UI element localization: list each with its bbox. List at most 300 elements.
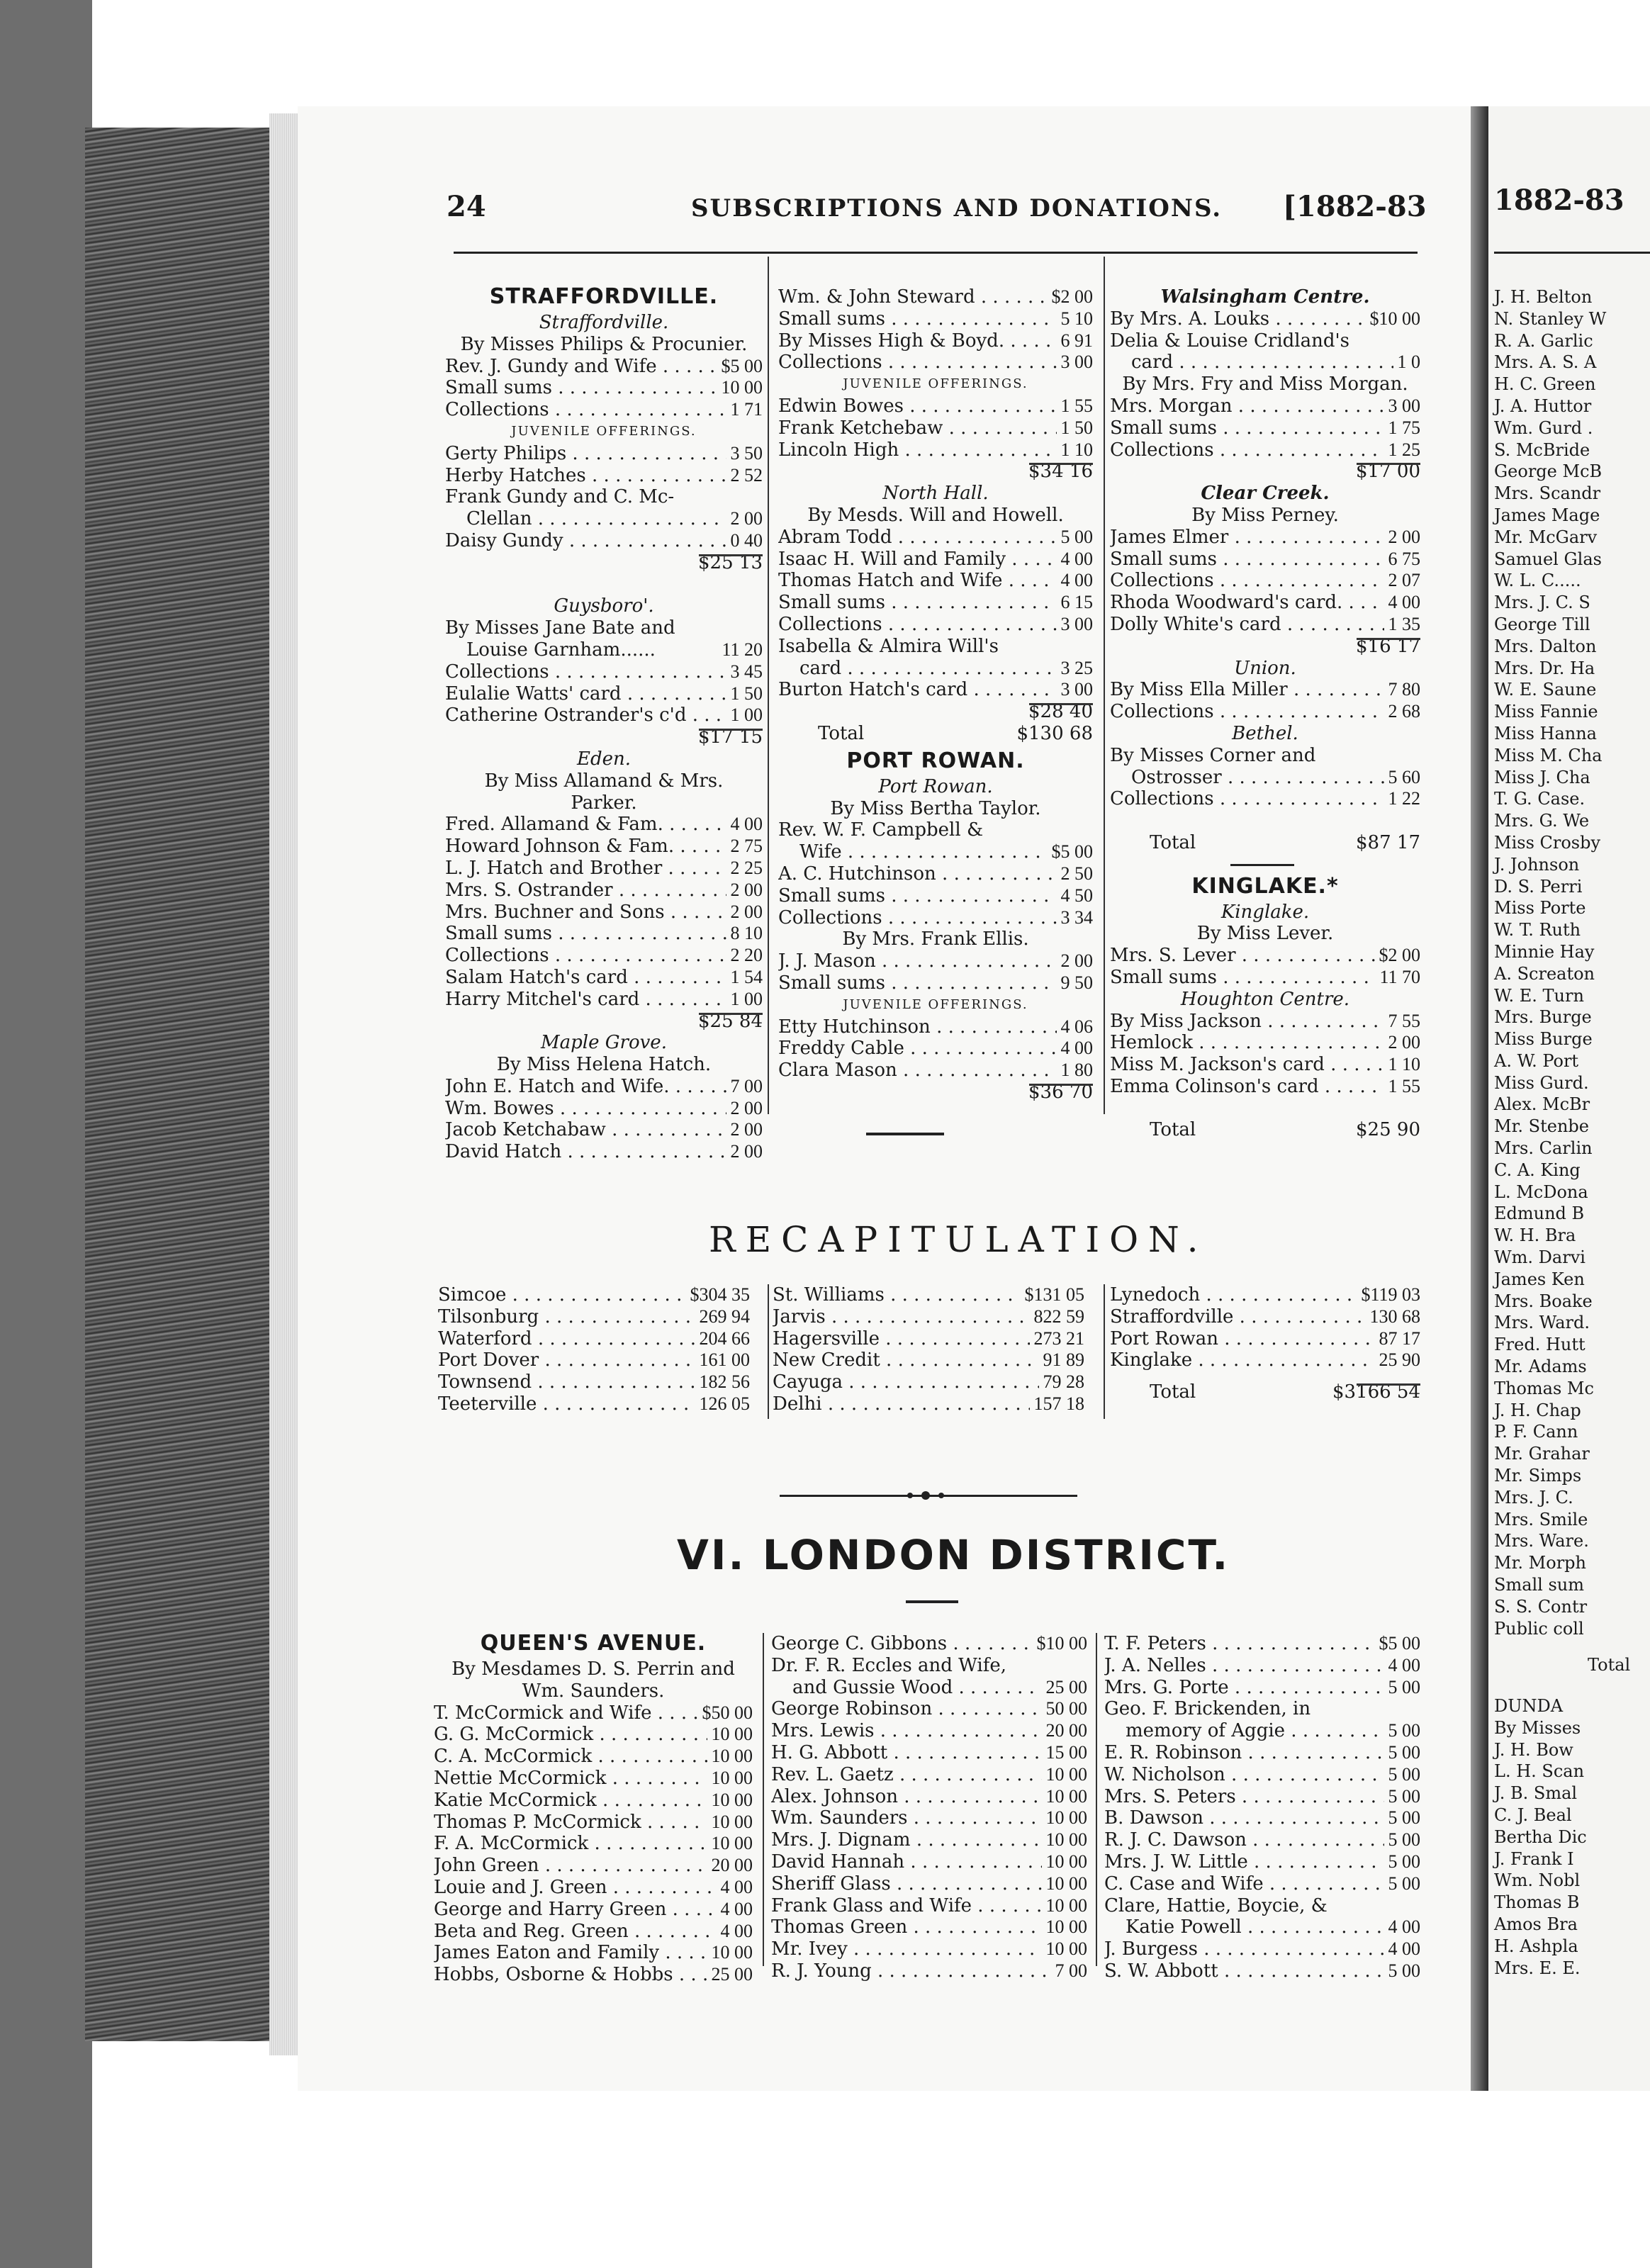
entry-list: [1104, 1938, 1420, 1982]
entry-line: Mrs. Smile: [1494, 1509, 1588, 1529]
sub-heading: Walsingham Centre.: [1160, 286, 1370, 308]
recap-title: RECAPITULATION.: [709, 1219, 1208, 1260]
entry-line: Mrs. Boake: [1494, 1291, 1593, 1311]
list-item: and Gussie Wood . . . 25 00: [771, 1677, 1087, 1699]
list-item: [1110, 570, 1420, 592]
list-item: [1104, 1807, 1420, 1829]
entry-name: Eulalie Watts' card . . .: [445, 683, 726, 705]
list-item: [1104, 1873, 1420, 1895]
recap-column-3: [1110, 1284, 1420, 1403]
list-item: [778, 330, 1093, 352]
entry-line: Thomas B: [1494, 1892, 1580, 1913]
entry-amount: 10 00: [1045, 1807, 1087, 1829]
entry-list: [438, 1284, 750, 1415]
entry-amount: 161 00: [699, 1349, 750, 1371]
right-page-entries: [1494, 286, 1606, 1639]
entry-name: Sheriff Glass . . .: [771, 1873, 1042, 1895]
entry-continued: Clare, Hattie, Boycie, &: [1104, 1894, 1328, 1916]
entry-amount: 5 00: [1388, 1960, 1420, 1981]
entry-line: Alex. McBr: [1494, 1094, 1590, 1115]
entry-amount: 2 00: [1388, 1032, 1420, 1053]
entry-amount: 3 45: [730, 661, 763, 682]
entry-amount: 10 00: [1045, 1785, 1087, 1807]
list-item: [1104, 1742, 1420, 1764]
entry-amount: 10 00: [1045, 1938, 1087, 1960]
list-item: [778, 885, 1093, 907]
entry-amount: 4 00: [1060, 1038, 1093, 1059]
entry-amount: 4 00: [720, 1876, 753, 1897]
column-rule: [768, 257, 769, 1114]
entry-amount: 1 50: [1060, 417, 1093, 438]
entry-amount: 10 00: [1045, 1763, 1087, 1785]
section-heading: STRAFFORDVILLE.: [489, 284, 719, 309]
entry-name: Lynedoch . . .: [1110, 1284, 1357, 1306]
entry-name: Kinglake . . .: [1110, 1349, 1375, 1371]
entry-amount: 10 00: [711, 1724, 753, 1745]
section-heading: QUEEN'S AVENUE.: [480, 1631, 707, 1656]
entry-name: Collections . . .: [445, 399, 726, 421]
list-item: [771, 1873, 1087, 1895]
list-item: [445, 704, 763, 726]
entry-line: Mr. Grahar: [1494, 1444, 1590, 1464]
entry-name: Thomas P. McCormick . . .: [434, 1812, 707, 1834]
entry-list: [445, 443, 763, 487]
entry-line: Public coll: [1494, 1618, 1584, 1639]
entry-list: [434, 1702, 753, 1986]
entry-line: Mrs. G. We: [1494, 811, 1590, 831]
entry-line: J. Johnson: [1494, 854, 1580, 875]
entry-amount: 1 10: [1388, 1054, 1420, 1075]
entry-line: Amos Bra: [1494, 1914, 1578, 1934]
list-item: [445, 967, 763, 989]
entry-line: Small sum: [1494, 1575, 1585, 1595]
entry-amount: 2 07: [1388, 570, 1420, 591]
list-item: [434, 1702, 753, 1724]
list-item: [434, 1942, 753, 1964]
entry-amount: 25 00: [711, 1964, 753, 1985]
entry-name: C. A. McCormick . . .: [434, 1746, 707, 1768]
list-item: [1104, 1851, 1420, 1873]
entry-name: E. R. Robinson . . .: [1104, 1742, 1384, 1764]
entry-amount: 10 00: [1045, 1916, 1087, 1938]
entry-name: Herby Hatches . . .: [445, 465, 726, 487]
entry-name: Howard Johnson & Fam. . . .: [445, 836, 726, 858]
entry-amount: 10 00: [711, 1767, 753, 1788]
entry-amount: 0 40: [730, 529, 763, 551]
list-item: [438, 1349, 750, 1371]
entry-continued: Frank Gundy and C. Mc-: [445, 486, 675, 508]
entry-name: Port Dover . . .: [438, 1349, 695, 1371]
entry-amount: 4 50: [1060, 885, 1093, 906]
list-item: [1110, 1011, 1420, 1033]
collector-line: By Misses Corner and: [1110, 744, 1316, 766]
entry-line: J. H. Belton: [1494, 287, 1593, 307]
entry-line: Miss Gurd.: [1494, 1072, 1589, 1093]
collector-line: By Mesds. Will and Howell.: [807, 504, 1064, 526]
entry-line: Miss M. Cha: [1494, 745, 1603, 765]
entry-line: J. Frank I: [1494, 1848, 1574, 1869]
list-item: [1104, 1786, 1420, 1808]
entry-amount: 2 75: [730, 836, 763, 857]
entry-amount: 204 66: [699, 1327, 750, 1349]
entry-list: [445, 661, 763, 726]
collector-line: Wm. Saunders.: [522, 1680, 665, 1702]
entry-amount: 1 75: [1388, 417, 1420, 438]
entry-amount: 5 00: [1388, 1741, 1420, 1763]
entry-amount: 1 54: [730, 966, 763, 987]
entry-amount: 11 70: [1379, 966, 1420, 987]
entry-name: By Mrs. A. Louks . . .: [1110, 308, 1366, 330]
sub-heading: Port Rowan.: [878, 775, 993, 797]
entry-name: L. J. Hatch and Brother . . .: [445, 858, 726, 880]
list-item: [1110, 308, 1420, 330]
entry-name: By Misses High & Boyd. . . .: [778, 330, 1057, 352]
entry-continued: Rev. W. F. Campbell &: [778, 819, 984, 841]
list-item: [434, 1899, 753, 1921]
entry-name: Freddy Cable . . .: [778, 1038, 1057, 1060]
entry-line: T. G. Case.: [1494, 789, 1586, 809]
sub-heading: Clear Creek.: [1201, 483, 1330, 505]
entry-list: [778, 286, 1093, 374]
entry-line: Mrs. A. S. A: [1494, 352, 1597, 373]
entry-line: George McB: [1494, 461, 1603, 482]
recap-total: Total $3166 54: [1110, 1381, 1420, 1403]
entry-line: Mrs. J. C.: [1494, 1487, 1573, 1508]
subtotal: $28 40: [778, 701, 1093, 723]
entry-amount: 2 00: [730, 901, 763, 922]
entry-name: A. C. Hutchinson . . .: [778, 863, 1057, 885]
entry-name: Frank Ketchebaw . . .: [778, 417, 1057, 439]
entry-name: Collections . . .: [1110, 570, 1384, 592]
entry-name: Small sums . . .: [445, 923, 726, 945]
list-item: [1110, 614, 1420, 636]
collector-line: Parker.: [571, 792, 637, 814]
entry-line: Mrs. Dr. Ha: [1494, 658, 1595, 678]
entry-line: A. Screaton: [1494, 963, 1595, 984]
entry-line: N. Stanley W: [1494, 308, 1607, 329]
list-item: Louise Garnham...... 11 20: [466, 639, 763, 661]
list-item: [1104, 1633, 1420, 1655]
entry-line: Thomas Mc: [1494, 1378, 1594, 1398]
entry-name: Frank Glass and Wife . . .: [771, 1895, 1042, 1917]
list-item: Clellan . . . 2 00: [445, 508, 763, 530]
entry-list: [773, 1284, 1084, 1415]
entry-amount: 3 00: [1060, 679, 1093, 700]
list-item: [778, 286, 1093, 308]
entry-name: Small sums . . .: [778, 308, 1057, 330]
list-item: [773, 1328, 1084, 1350]
list-item: [445, 814, 763, 836]
entry-name: Tilsonburg . . .: [438, 1306, 695, 1328]
list-item: [445, 989, 763, 1011]
list-item: Katie Powell . . . 4 00: [1104, 1916, 1420, 1938]
entry-line: Wm. Nobl: [1494, 1870, 1581, 1891]
list-item: [778, 308, 1093, 330]
entry-amount: $304 35: [690, 1284, 750, 1305]
entry-name: Gerty Philips . . .: [445, 443, 726, 465]
right-page-total: Total: [1588, 1655, 1631, 1675]
list-item: [434, 1855, 753, 1877]
entry-name: Wm. Bowes . . .: [445, 1098, 726, 1120]
list-item: [771, 1720, 1087, 1742]
sub-heading: North Hall.: [882, 483, 989, 505]
entry-line: J. B. Smal: [1494, 1783, 1578, 1804]
list-item: [1104, 1764, 1420, 1786]
ornament-divider: [780, 1488, 1077, 1503]
list-item: [438, 1393, 750, 1415]
sub-heading: Union.: [1234, 657, 1296, 679]
entry-line: D. S. Perri: [1494, 876, 1583, 897]
entry-amount: $5 00: [1379, 1633, 1420, 1654]
entry-continued: Isabella & Almira Will's: [778, 635, 999, 657]
right-page-entries-2: [1494, 1695, 1587, 1979]
entry-name: Collections . . .: [445, 661, 726, 683]
list-item: [445, 443, 763, 465]
entry-name: Miss M. Jackson's card . . .: [1110, 1054, 1384, 1076]
list-item: [1110, 967, 1420, 989]
entry-amount: 126 05: [699, 1393, 750, 1414]
list-item: [778, 679, 1093, 701]
list-item: [778, 950, 1093, 972]
entry-amount: 7 80: [1388, 679, 1420, 700]
entry-amount: 1 00: [730, 988, 763, 1009]
year-range: [1882-83: [1283, 190, 1427, 223]
list-item: [1110, 1054, 1420, 1076]
collector-line: By Misses Jane Bate and: [445, 617, 675, 639]
entry-line: A. W. Port: [1494, 1050, 1579, 1071]
entry-amount: 3 00: [1060, 352, 1093, 373]
list-item: [778, 863, 1093, 885]
list-item: [773, 1306, 1084, 1328]
entry-amount: 3 00: [1388, 395, 1420, 416]
book-gutter: [1471, 106, 1488, 2091]
entry-name: T. McCormick and Wife . . .: [434, 1702, 698, 1724]
entry-amount: 7 00: [730, 1075, 763, 1096]
entry-name: Louie and J. Green . . .: [434, 1877, 717, 1899]
entry-list: [1104, 1633, 1420, 1698]
list-item: card . . . 3 25: [778, 658, 1093, 680]
list-item: [778, 907, 1093, 929]
entry-amount: 10 00: [1045, 1829, 1087, 1851]
entry-amount: 10 00: [1045, 1851, 1087, 1872]
entry-name: Small sums . . .: [445, 377, 717, 399]
entry-amount: 182 56: [699, 1371, 750, 1393]
entry-amount: 273 21: [1033, 1327, 1084, 1349]
juvenile-heading: JUVENILE OFFERINGS.: [843, 997, 1028, 1012]
entry-name: John E. Hatch and Wife. . . .: [445, 1076, 726, 1098]
list-item: [434, 1790, 753, 1812]
recap-column-1: [438, 1284, 750, 1415]
section-heading: KINGLAKE.*: [1191, 873, 1339, 899]
subtotal: $16 17: [1110, 636, 1420, 658]
list-item: [1110, 527, 1420, 549]
entry-amount: 20 00: [1045, 1720, 1087, 1741]
column-rule: [1096, 1633, 1097, 1966]
entry-line: Mrs. Scandr: [1494, 483, 1601, 504]
entry-line: Mrs. J. C. S: [1494, 593, 1590, 613]
entry-line: L. H. Scan: [1494, 1761, 1585, 1782]
list-item: [438, 1371, 750, 1393]
entry-amount: 1 00: [730, 704, 763, 726]
entry-line: Mr. Stenbe: [1494, 1116, 1589, 1137]
entry-line: George Till: [1494, 614, 1590, 634]
entry-amount: $119 03: [1361, 1284, 1420, 1305]
entry-name: Small sums . . .: [778, 972, 1057, 994]
entry-line: By Misses: [1494, 1717, 1581, 1738]
entry-name: Wm. Saunders . . .: [771, 1807, 1042, 1829]
entry-amount: 6 91: [1060, 330, 1093, 351]
list-item: [771, 1916, 1087, 1938]
entry-list: [778, 1016, 1093, 1082]
entry-amount: 79 28: [1043, 1371, 1084, 1393]
entry-list: [778, 395, 1093, 461]
entry-name: By Miss Ella Miller . . .: [1110, 679, 1384, 701]
column-rule: [763, 1633, 764, 1966]
entry-amount: 2 20: [730, 945, 763, 966]
list-item: [778, 1016, 1093, 1038]
entry-amount: 10 00: [711, 1833, 753, 1854]
entry-line: Mr. Simps: [1494, 1466, 1582, 1486]
entry-name: Lincoln High . . .: [778, 439, 1057, 461]
entry-amount: 87 17: [1379, 1327, 1420, 1349]
entry-amount: 2 52: [730, 464, 763, 485]
entry-line: H. Ashpla: [1494, 1936, 1578, 1956]
entry-amount: 4 00: [1388, 592, 1420, 613]
entry-name: Small sums . . .: [1110, 549, 1384, 571]
entry-amount: 4 00: [1388, 1654, 1420, 1675]
subtotal: $36 70: [778, 1082, 1093, 1104]
entry-line: Miss Crosby: [1494, 832, 1601, 853]
collector-line: By Miss Helena Hatch.: [496, 1054, 712, 1076]
entry-name: Daisy Gundy . . .: [445, 530, 726, 552]
list-item: [773, 1393, 1084, 1415]
entry-line: Edmund B: [1494, 1203, 1585, 1224]
entry-list: [771, 1698, 1087, 1982]
entry-name: Harry Mitchel's card . . .: [445, 989, 726, 1011]
entry-line: C. A. King: [1494, 1160, 1581, 1180]
recap-column-2: [773, 1284, 1084, 1415]
entry-line: James Ken: [1494, 1269, 1585, 1289]
entry-line: Bertha Dic: [1494, 1826, 1587, 1847]
entry-line: W. E. Saune: [1494, 680, 1597, 700]
entry-amount: 4 06: [1060, 1016, 1093, 1037]
entry-name: Hobbs, Osborne & Hobbs . . .: [434, 1964, 707, 1986]
entry-name: Mrs. Morgan . . .: [1110, 395, 1384, 417]
entry-name: George and Harry Green . . .: [434, 1899, 717, 1921]
entry-amount: 1 55: [1388, 1075, 1420, 1096]
entry-line: Mrs. Dalton: [1494, 636, 1597, 656]
entry-line: L. McDona: [1494, 1181, 1588, 1202]
list-item: [434, 1768, 753, 1790]
list-item: [1110, 417, 1420, 439]
entry-name: Katie McCormick . . .: [434, 1790, 707, 1812]
entry-amount: 50 00: [1045, 1698, 1087, 1719]
column-north-hall: [778, 286, 1093, 1104]
entry-amount: $2 00: [1051, 286, 1093, 307]
list-item: [434, 1812, 753, 1834]
entry-name: Wm. & John Steward . . .: [778, 286, 1048, 308]
header-rule: [1494, 252, 1650, 254]
list-item: [434, 1833, 753, 1855]
entry-name: Mrs. Buchner and Sons . . .: [445, 902, 726, 924]
list-item: [1110, 945, 1420, 967]
district-total: Total $87 17: [1150, 831, 1420, 853]
sub-heading: Guysboro'.: [554, 595, 654, 617]
list-item: [773, 1284, 1084, 1306]
entry-name: Etty Hutchinson . . .: [778, 1016, 1057, 1038]
entry-amount: $10 00: [1369, 308, 1420, 329]
entry-name: Collections . . .: [445, 945, 726, 967]
entry-list: [778, 527, 1093, 636]
list-item: card . . . 1 0: [1110, 352, 1420, 374]
list-item: [445, 683, 763, 705]
list-item: [1104, 1938, 1420, 1960]
entry-name: Mrs. S. Ostrander . . .: [445, 880, 726, 902]
list-item: [1110, 395, 1420, 417]
list-item: [1104, 1829, 1420, 1851]
column-queens-avenue: [434, 1633, 753, 1986]
entry-continued: Delia & Louise Cridland's: [1110, 330, 1349, 352]
list-item: [438, 1328, 750, 1350]
right-page-year: 1882-83: [1494, 184, 1624, 217]
entry-amount: 1 50: [730, 683, 763, 704]
list-item: [1110, 1306, 1420, 1328]
entry-name: B. Dawson . . .: [1104, 1807, 1384, 1829]
entry-list: [445, 814, 763, 1010]
entry-continued: Geo. F. Brickenden, in: [1104, 1698, 1311, 1720]
entry-name: James Elmer . . .: [1110, 527, 1384, 549]
list-item: [778, 972, 1093, 994]
list-item: [778, 1060, 1093, 1082]
entry-line: R. A. Garlic: [1494, 330, 1593, 351]
page-edges: [269, 113, 298, 2055]
entry-continued: Dr. F. R. Eccles and Wife,: [771, 1654, 1006, 1676]
list-item: [771, 1742, 1087, 1764]
list-item: [434, 1877, 753, 1899]
entry-name: St. Williams . . .: [773, 1284, 1021, 1306]
juvenile-heading: JUVENILE OFFERINGS.: [843, 376, 1028, 392]
entry-amount: 3 34: [1060, 906, 1093, 928]
entry-name: Small sums . . .: [1110, 967, 1375, 989]
entry-name: Small sums . . .: [778, 592, 1057, 614]
collector-line: By Miss Allamand & Mrs.: [484, 770, 724, 792]
entry-name: Waterford . . .: [438, 1328, 695, 1350]
entry-line: Mrs. Ware.: [1494, 1531, 1589, 1551]
list-item: [771, 1764, 1087, 1786]
entry-name: Mrs. J. W. Little . . .: [1104, 1851, 1384, 1873]
entry-name: Collections . . .: [778, 907, 1057, 929]
entry-name: Collections . . .: [1110, 439, 1384, 461]
entry-name: C. Case and Wife . . .: [1104, 1873, 1384, 1895]
sub-heading: Kinglake.: [1220, 901, 1310, 923]
marbled-cover-edge: [85, 128, 272, 2041]
entry-line: H. C. Green: [1494, 374, 1596, 395]
list-item: [771, 1960, 1087, 1982]
list-item: [445, 377, 763, 399]
entry-line: Miss Porte: [1494, 898, 1586, 919]
divider: [866, 1133, 944, 1135]
entry-list: [1104, 1742, 1420, 1895]
entry-name: Thomas Hatch and Wife . . .: [778, 570, 1057, 592]
entry-list: [1110, 945, 1420, 989]
subtotal: $17 15: [445, 726, 763, 748]
list-item: [445, 836, 763, 858]
entry-amount: $50 00: [702, 1702, 753, 1723]
list-item: [445, 902, 763, 924]
list-item: [1110, 439, 1420, 461]
list-item: [1104, 1655, 1420, 1677]
entry-amount: 1 10: [1060, 439, 1093, 460]
